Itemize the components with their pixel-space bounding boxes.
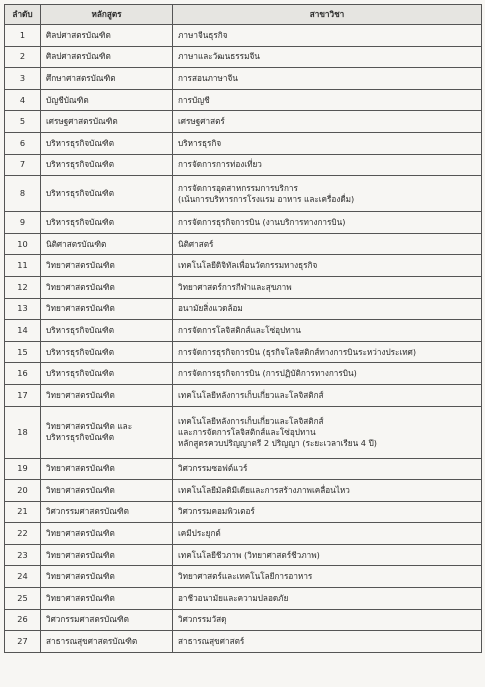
- course-line: วิทยาศาสตรบัณฑิต: [46, 389, 115, 400]
- table-row: [5, 523, 482, 545]
- course-line: นิติศาสตรบัณฑิต: [46, 238, 107, 249]
- major-cell: [173, 480, 482, 502]
- major-line: การจัดการการท่องเที่ยว: [178, 159, 262, 170]
- course-cell: [41, 68, 173, 90]
- course-cell: [41, 25, 173, 47]
- course-line: วิทยาศาสตรบัณฑิต: [46, 303, 115, 314]
- course-line: เศรษฐศาสตรบัณฑิต: [46, 116, 118, 127]
- major-line: เศรษฐศาสตร์: [178, 116, 225, 127]
- course-cell: [41, 111, 173, 133]
- course-cell: [41, 212, 173, 234]
- header-major: สาขาวิชา: [173, 5, 482, 25]
- row-number: 20: [5, 480, 41, 502]
- course-cell: [41, 363, 173, 385]
- major-line: (เน้นการบริหารการโรงแรม อาหาร และเครื่องดื่ม): [178, 193, 355, 204]
- table-row: [5, 566, 482, 588]
- course-line: บริหารธุรกิจบัณฑิต: [46, 432, 115, 442]
- row-number: 10: [5, 233, 41, 255]
- table-row: [5, 501, 482, 523]
- major-cell: [173, 609, 482, 631]
- course-line: บริหารธุรกิจบัณฑิต: [46, 137, 115, 148]
- table-row: [5, 631, 482, 653]
- major-cell: [173, 458, 482, 480]
- table-row: [5, 384, 482, 406]
- course-cell: [41, 320, 173, 342]
- table-row: [5, 363, 482, 385]
- major-cell: [173, 25, 482, 47]
- row-number: 15: [5, 341, 41, 363]
- table-header-row: [5, 5, 482, 25]
- major-cell: [173, 320, 482, 342]
- header-no: ลำดับ: [5, 5, 41, 25]
- course-cell: [41, 588, 173, 610]
- major-line: เทคโนโลยีดิจิทัลเพื่อนวัตกรรมทางธุรกิจ: [178, 260, 318, 271]
- course-line: บริหารธุรกิจบัณฑิต: [46, 324, 115, 335]
- row-number: 5: [5, 111, 41, 133]
- course-line: วิศวกรรมศาสตรบัณฑิต: [46, 506, 129, 517]
- row-number: 26: [5, 609, 41, 631]
- course-cell: [41, 255, 173, 277]
- row-number: 13: [5, 298, 41, 320]
- course-line: วิทยาศาสตรบัณฑิต: [46, 463, 115, 474]
- course-cell: [41, 501, 173, 523]
- course-cell: [41, 458, 173, 480]
- table-row: [5, 458, 482, 480]
- course-cell: [41, 176, 173, 212]
- course-cell: [41, 154, 173, 176]
- course-line: วิศวกรรมศาสตรบัณฑิต: [46, 614, 129, 625]
- major-line: การจัดการอุตสาหกรรมการบริการ: [178, 182, 298, 193]
- table-row: [5, 276, 482, 298]
- header-course: หลักสูตร: [41, 5, 173, 25]
- row-number: 21: [5, 501, 41, 523]
- row-number: 2: [5, 46, 41, 68]
- table-row: [5, 154, 482, 176]
- major-cell: [173, 154, 482, 176]
- course-cell: [41, 609, 173, 631]
- course-line: วิทยาศาสตรบัณฑิต: [46, 549, 115, 560]
- major-line: เทคโนโลยีหลังการเก็บเกี่ยวและโลจิสติกส์: [178, 389, 324, 400]
- course-cell: [41, 341, 173, 363]
- table-row: [5, 46, 482, 68]
- major-cell: [173, 46, 482, 68]
- major-cell: [173, 544, 482, 566]
- course-cell: [41, 631, 173, 653]
- table-row: [5, 544, 482, 566]
- course-cell: [41, 544, 173, 566]
- table-row: [5, 212, 482, 234]
- major-line: วิศวกรรมคอมพิวเตอร์: [178, 506, 255, 517]
- table-row: [5, 255, 482, 277]
- major-line: บริหารธุรกิจ: [178, 137, 222, 148]
- course-line: ศึกษาศาสตรบัณฑิต: [46, 72, 116, 83]
- course-line: บริหารธุรกิจบัณฑิต: [46, 368, 115, 379]
- major-line: เคมีประยุกต์: [178, 528, 221, 539]
- major-cell: [173, 631, 482, 653]
- course-line: วิทยาศาสตรบัณฑิต: [46, 260, 115, 271]
- major-line: วิทยาศาสตร์และเทคโนโลยีการอาหาร: [178, 571, 313, 582]
- table-row: [5, 68, 482, 90]
- course-cell: [41, 480, 173, 502]
- major-line: เทคโนโลยีมัลติมีเดียและการสร้างภาพเคลื่อนไหว: [178, 484, 350, 495]
- major-cell: [173, 363, 482, 385]
- course-line: วิทยาศาสตรบัณฑิต: [46, 281, 115, 292]
- major-line: สาธารณสุขศาสตร์: [178, 636, 245, 647]
- major-line: นิติศาสตร์: [178, 238, 214, 249]
- course-cell: [41, 298, 173, 320]
- row-number: 18: [5, 406, 41, 458]
- course-cell: [41, 46, 173, 68]
- course-line: บริหารธุรกิจบัณฑิต: [46, 216, 115, 227]
- major-line: อาชีวอนามัยและความปลอดภัย: [178, 592, 289, 603]
- major-line: การจัดการธุรกิจการบิน (งานบริการทางการบิน): [178, 216, 346, 227]
- major-cell: [173, 233, 482, 255]
- course-cell: [41, 89, 173, 111]
- table-row: [5, 320, 482, 342]
- major-cell: [173, 298, 482, 320]
- table-row: [5, 132, 482, 154]
- course-line: วิทยาศาสตรบัณฑิต: [46, 528, 115, 539]
- course-cell: [41, 233, 173, 255]
- course-cell: [41, 566, 173, 588]
- major-cell: [173, 406, 482, 458]
- course-line: บริหารธุรกิจบัณฑิต: [46, 188, 115, 199]
- course-line: วิทยาศาสตรบัณฑิต และ: [46, 421, 133, 431]
- major-line: การจัดการธุรกิจการบิน (ธุรกิจโลจิสติกส์ทางการบินระหว่างประเทศ): [178, 346, 417, 357]
- course-line: วิทยาศาสตรบัณฑิต: [46, 592, 115, 603]
- row-number: 11: [5, 255, 41, 277]
- major-line: เทคโนโลยีชีวภาพ (วิทยาศาสตร์ชีวภาพ): [178, 549, 320, 560]
- major-cell: [173, 212, 482, 234]
- table-row: [5, 89, 482, 111]
- major-line: วิศวกรรมซอฟต์แวร์: [178, 463, 248, 474]
- course-cell: [41, 406, 173, 458]
- table-row: [5, 406, 482, 458]
- major-line: ภาษาจีนธุรกิจ: [178, 29, 228, 40]
- major-line: การบัญชี: [178, 94, 210, 105]
- row-number: 7: [5, 154, 41, 176]
- row-number: 24: [5, 566, 41, 588]
- row-number: 3: [5, 68, 41, 90]
- row-number: 27: [5, 631, 41, 653]
- course-line: ศิลปศาสตรบัณฑิต: [46, 51, 111, 62]
- program-table: [4, 4, 482, 653]
- table-row: [5, 609, 482, 631]
- program-list-document: [4, 4, 481, 683]
- table-row: [5, 480, 482, 502]
- course-line: บริหารธุรกิจบัณฑิต: [46, 346, 115, 357]
- major-cell: [173, 176, 482, 212]
- course-cell: [41, 276, 173, 298]
- major-cell: [173, 68, 482, 90]
- row-number: 16: [5, 363, 41, 385]
- major-line: และการจัดการโลจิสติกส์และโซ่อุปทาน: [178, 426, 316, 437]
- course-line: สาธารณสุขศาสตรบัณฑิต: [46, 636, 138, 647]
- table-row: [5, 341, 482, 363]
- row-number: 4: [5, 89, 41, 111]
- table-row: [5, 176, 482, 212]
- course-cell: [41, 132, 173, 154]
- major-cell: [173, 132, 482, 154]
- table-row: [5, 25, 482, 47]
- row-number: 1: [5, 25, 41, 47]
- major-cell: [173, 501, 482, 523]
- row-number: 17: [5, 384, 41, 406]
- major-cell: [173, 588, 482, 610]
- major-line: การจัดการธุรกิจการบิน (การปฏิบัติการทางการบิน): [178, 368, 357, 379]
- row-number: 6: [5, 132, 41, 154]
- major-line: วิทยาศาสตร์การกีฬาและสุขภาพ: [178, 281, 292, 292]
- course-line: บริหารธุรกิจบัณฑิต: [46, 159, 115, 170]
- row-number: 19: [5, 458, 41, 480]
- table-body: [5, 25, 482, 653]
- course-cell: [41, 523, 173, 545]
- row-number: 14: [5, 320, 41, 342]
- course-line: วิทยาศาสตรบัณฑิต: [46, 571, 115, 582]
- row-number: 8: [5, 176, 41, 212]
- table-row: [5, 298, 482, 320]
- major-line: วิศวกรรมวัสดุ: [178, 614, 227, 625]
- major-line: ภาษาและวัฒนธรรมจีน: [178, 51, 260, 62]
- major-cell: [173, 566, 482, 588]
- course-line: ศิลปศาสตรบัณฑิต: [46, 29, 111, 40]
- major-cell: [173, 255, 482, 277]
- major-cell: [173, 523, 482, 545]
- major-cell: [173, 89, 482, 111]
- major-line: เทคโนโลยีหลังการเก็บเกี่ยวและโลจิสติกส์: [178, 415, 324, 426]
- table-row: [5, 111, 482, 133]
- row-number: 25: [5, 588, 41, 610]
- major-cell: [173, 341, 482, 363]
- major-line: หลักสูตรควบปริญญาตรี 2 ปริญญา (ระยะเวลาเรียน 4 ปี): [178, 437, 377, 448]
- course-line: บัญชีบัณฑิต: [46, 94, 89, 105]
- major-line: อนามัยสิ่งแวดล้อม: [178, 303, 243, 314]
- course-line: วิทยาศาสตรบัณฑิต: [46, 484, 115, 495]
- row-number: 22: [5, 523, 41, 545]
- course-cell: [41, 384, 173, 406]
- major-cell: [173, 384, 482, 406]
- row-number: 23: [5, 544, 41, 566]
- table-row: [5, 233, 482, 255]
- row-number: 9: [5, 212, 41, 234]
- major-cell: [173, 111, 482, 133]
- row-number: 12: [5, 276, 41, 298]
- major-cell: [173, 276, 482, 298]
- table-row: [5, 588, 482, 610]
- major-line: การสอนภาษาจีน: [178, 72, 238, 83]
- major-line: การจัดการโลจิสติกส์และโซ่อุปทาน: [178, 324, 301, 335]
